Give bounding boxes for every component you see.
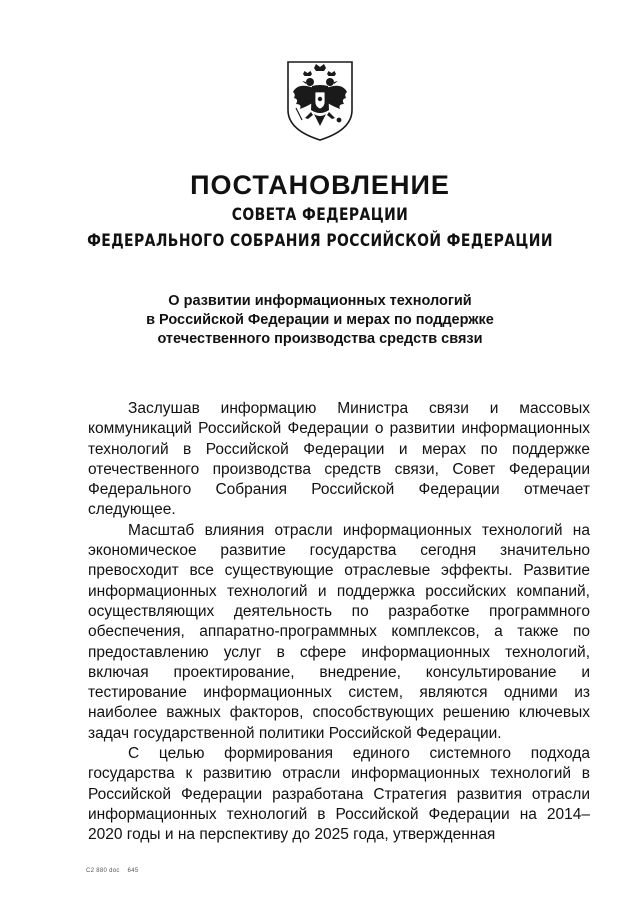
- subject-line-3: отечественного производства средств связи: [157, 331, 483, 347]
- issuing-body-line-2: ФЕДЕРАЛЬНОГО СОБРАНИЯ РОССИЙСКОЙ ФЕДЕРАЦИИ: [87, 231, 553, 251]
- body-paragraph-3: С целью формирования единого системного подхода государства к развитию отрасли информационных технологий в Российской Федерации разработана Стратегия развития отрасли информационных технологий в Российской Федерации на 2014–2020 годы и на перспективу до 2025 года, утвержденная: [88, 745, 590, 844]
- subject-line-1: О развитии информационных технологий: [168, 293, 472, 309]
- document-footer-code: С2 880 doc 645: [86, 868, 139, 874]
- resolution-subject: [0, 292, 640, 349]
- subject-line-2: в Российской Федерации и мерах по поддержке: [146, 312, 494, 328]
- issuing-body-line-1: СОВЕТА ФЕДЕРАЦИИ: [231, 205, 409, 225]
- russian-coat-of-arms-icon: [284, 58, 356, 142]
- body-paragraph-1: Заслушав информацию Министра связи и массовых коммуникаций Российской Федерации о развитии информационных технологий в Российской Федерации и мерах по поддержке отечественного производства средств связи, Совет Федерации Федерального Собрания Российской Федерации отмечает следующее.: [88, 400, 590, 519]
- document-title: ПОСТАНОВЛЕНИЕ: [190, 170, 450, 200]
- body-paragraph-2: Масштаб влияния отрасли информационных технологий на экономическое развитие государства сегодня значительно превосходит все существующие отраслевые эффекты. Развитие информационных технологий и поддержка российских компаний, осуществляющих деятельность по разработке программного обеспечения, аппаратно-программных комплексов, а также по предоставлению услуг в сфере информационных технологий, включая проектирование, внедрение, консультирование и тестирование информационных систем, являются одними из наиболее важных факторов, способствующих решению ключевых задач государственной политики Российской Федерации.: [88, 521, 590, 742]
- document-body: [88, 399, 590, 846]
